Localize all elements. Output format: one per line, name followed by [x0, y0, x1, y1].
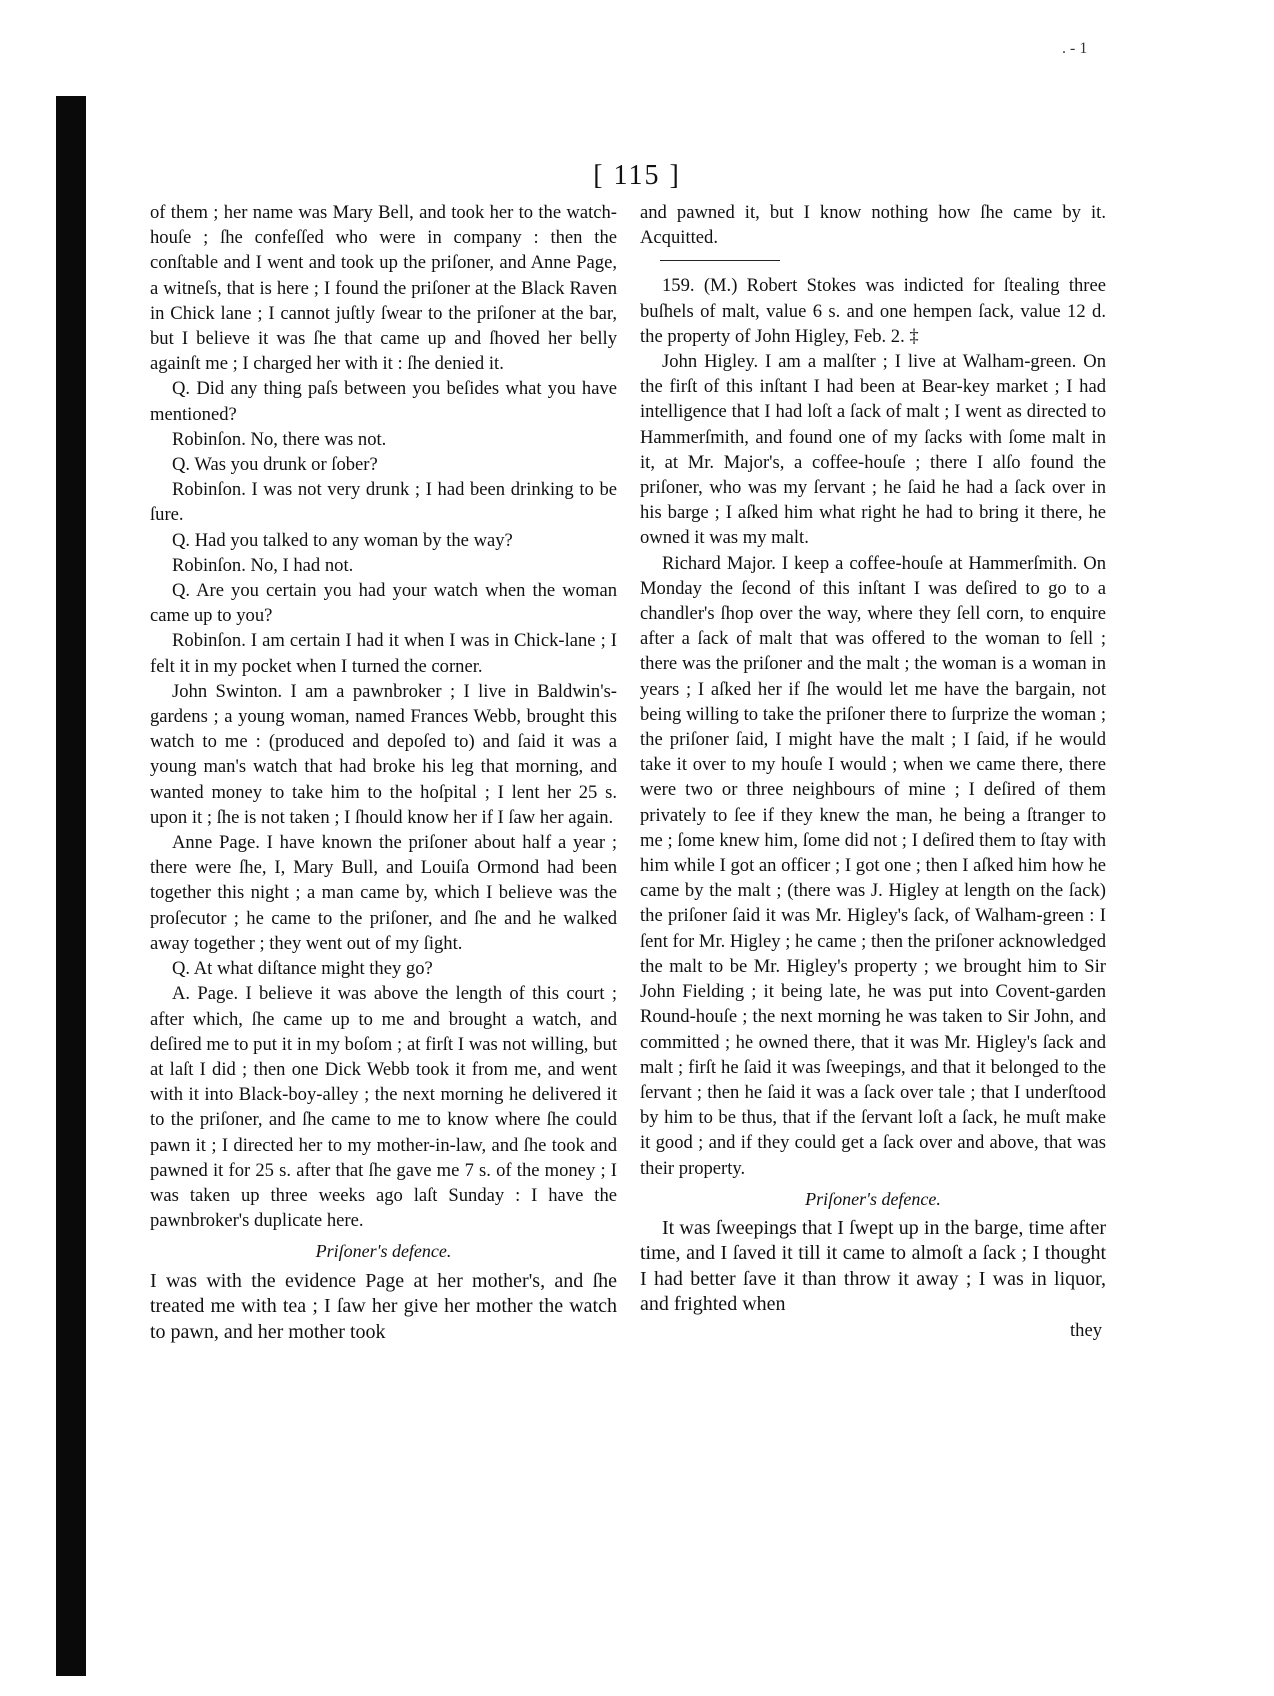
paragraph: John Swinton. I am a pawnbroker ; I live in Baldwin's-gardens ; a young woman, named Frances Webb, brought this watch to me : (produced and depoſed to) and ſaid it was a young man's watch that had broke his leg that morning, and wanted money to take him to the hoſpital ; I lent her 25 s. upon it ; ſhe is not taken ; I ſhould know her if I ſaw her again. [150, 680, 617, 828]
corner-mark: . - 1 [1062, 40, 1088, 57]
paragraph: of them ; her name was Mary Bell, and took her to the watch-houſe ; ſhe confeſſed who were in company : then the conſtable and I went and took up the priſoner, and Anne Page, a witneſs, that is here ; I found the priſoner at the Black Raven in Chick lane ; I cannot juſtly ſwear to the priſoner at the bar, but I believe it was ſhe that came up and ſhoved her belly againſt me ; I charged her with it : ſhe denied it. [150, 202, 617, 375]
paragraph: Q. Was you drunk or ſober? [172, 454, 378, 476]
paragraph: Robinſon. No, there was not. [172, 428, 387, 450]
section-heading: Priſoner's defence. [805, 1188, 941, 1209]
page-number: [ 115 ] [593, 160, 681, 191]
paragraph: Q. Had you talked to any woman by the way? [172, 529, 513, 551]
paragraph: Robinſon. I was not very drunk ; I had been drinking to be ſure. [150, 479, 617, 526]
paragraph: It was ſweepings that I ſwept up in the barge, time after time, and I ſaved it till it came to almoſt a ſack ; I thought I had better ſave it than throw it away ; I was in liquor, and frighted when [640, 1216, 1106, 1316]
paragraph: John Higley. I am a malſter ; I live at Walham-green. On the firſt of this inſtant I had been at Bear-key market ; I had intelligence that I had loſt a ſack of malt ; I went as directed to Hammerſmith, and found one of my ſacks with ſome malt in it, at Mr. Major's, a coffee-houſe ; there I alſo found the priſoner, who was my ſervant ; he ſaid he had a ſack over in his barge ; I aſked him what right he had to bring it there, he owned it was my malt. [640, 351, 1106, 549]
right-column [640, 200, 1106, 1343]
section-heading: Priſoner's defence. [315, 1241, 452, 1262]
catchword: they [1069, 1319, 1102, 1341]
paragraph: I was with the evidence Page at her mother's, and ſhe treated me with tea ; I ſaw her give her mother the watch to pawn, and her mother took [150, 1269, 617, 1343]
paragraph: 159. (M.) Robert Stokes was indicted for ſtealing three buſhels of malt, value 6 s. and one hempen ſack, value 12 d. the property of John Higley, Feb. 2. ‡ [640, 275, 1106, 347]
paragraph: Richard Major. I keep a coffee-houſe at Hammerſmith. On Monday the ſecond of this inſtant I was deſired to go to a chandler's ſhop over the way, where they ſell corn, to enquire after a ſack of malt that was offered to the woman to ſell ; there was the priſoner and the malt ; the woman is a woman in years ; I aſked her if ſhe would let me have the bargain, not being willing to take the priſoner there to ſurprize the woman ; the priſoner ſaid, I might have the malt ; I ſaid, if he would take it over to my houſe I would ; when we came there, there were two or three neighbours of mine ; I deſired of them privately to ſee if they knew the man, he being a ſtranger to me ; ſome knew him, ſome did not ; I deſired them to ſtay with him while I got an officer ; I got one ; then I aſked him how he came by the malt ; (there was J. Higley at length on the ſack) the priſoner ſaid it was Mr. Higley's ſack, of Walham-green : I ſent for Mr. Higley ; he came ; then the priſoner acknowledged the malt to be Mr. Higley's property ; we brought him to Sir John Fielding ; it being late, he was put into Covent-garden Round-houſe ; the next morning he was taken to Sir John, and committed ; he owned there, that it was Mr. Higley's ſack and malt ; firſt he ſaid it was ſweepings, and that it belonged to the ſervant ; then he ſaid it was a ſack over tale ; that I underſtood by him to be thus, that if the ſervant loſt a ſack, he muſt make it good ; and if they could get a ſack over and above, that was their property. [640, 552, 1106, 1179]
left-column [150, 200, 617, 1345]
paragraph: Robinſon. No, I had not. [172, 554, 354, 576]
divider [660, 260, 780, 261]
paragraph: Anne Page. I have known the priſoner about half a year ; there were ſhe, I, Mary Bull, and Louiſa Ormond had been together this night ; a man came by, which I believe was the proſecutor ; he came to the priſoner, and ſhe and he walked away together ; they went out of my ſight. [150, 832, 617, 954]
paragraph: Q. Did any thing paſs between you beſides what you have mentioned? [150, 378, 617, 425]
paragraph: Q. At what diſtance might they go? [172, 958, 433, 980]
paragraph: Robinſon. I am certain I had it when I was in Chick-lane ; I felt it in my pocket when I turned the corner. [150, 630, 617, 677]
paragraph: and pawned it, but I know nothing how ſhe came by it. Acquitted. [640, 202, 1106, 249]
paragraph: A. Page. I believe it was above the length of this court ; after which, ſhe came up to me and brought a watch, and deſired me to put it in my boſom ; at firſt I was not willing, but at laſt I did ; then one Dick Webb took it from me, and went with it into Black-boy-alley ; the next morning he delivered it to the priſoner, and ſhe came to me to know where ſhe could pawn it ; I directed her to my mother-in-law, and ſhe took and pawned it for 25 s. after that ſhe gave me 7 s. of the money ; I was taken up three weeks ago laſt Sunday : I have the pawnbroker's duplicate here. [150, 983, 617, 1232]
paragraph: Q. Are you certain you had your watch when the woman came up to you? [150, 580, 617, 627]
binding-shadow [56, 96, 86, 1676]
